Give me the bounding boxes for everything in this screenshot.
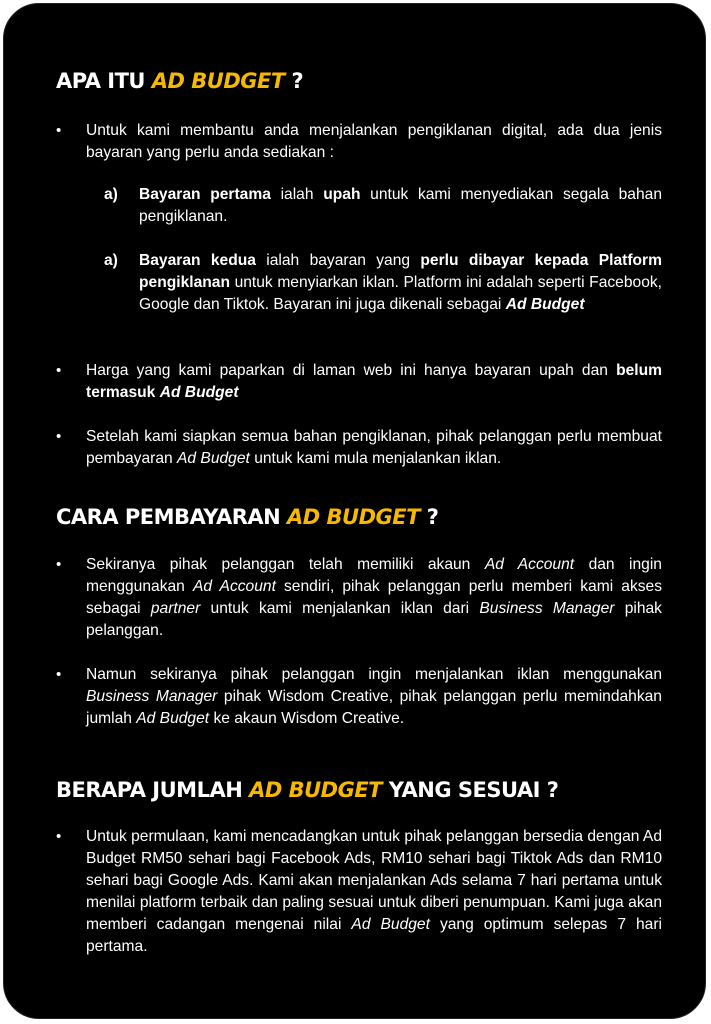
bullet-marker: • (56, 556, 62, 573)
section-title-apa-itu: APA ITU AD BUDGET ? (56, 69, 304, 93)
sub-item-first-payment: Bayaran pertama ialah upah untuk kami menyediakan segala bahan pengiklanan. (139, 186, 662, 225)
bullet-payment-types: Untuk kami membantu anda menjalankan pengiklanan digital, ada dua jenis bayaran yang perlu anda sediakan : (86, 122, 662, 161)
bullet-marker: • (56, 428, 62, 445)
section-title-cara-pembayaran: CARA PEMBAYARAN AD BUDGET ? (56, 505, 439, 529)
bullet-recommended-budget: Untuk permulaan, kami mencadangkan untuk pihak pelanggan bersedia dengan Ad Budget RM50 sehari bagi Facebook Ads, RM10 sehari bagi Tiktok Ads dan RM10 sehari bagi Google Ads. Kami akan menjalankan Ads selama 7 hari pertama untuk menilai platform terbaik dan paling sesuai untuk diberi penumpuan. Kami juga akan memberi cadangan mengenai nilai Ad Budget yang optimum selepas 7 hari pertama. (86, 828, 662, 955)
bullet-wisdom-business-manager: Namun sekiranya pihak pelanggan ingin menjalankan iklan menggunakan Business Manager pihak Wisdom Creative, pihak pelanggan perlu memindahkan jumlah Ad Budget ke akaun Wisdom Creative. (86, 666, 662, 727)
info-card (3, 3, 706, 1019)
bullet-marker: • (56, 828, 62, 845)
section-title-berapa-jumlah: BERAPA JUMLAH AD BUDGET YANG SESUAI ? (56, 778, 559, 802)
bullet-after-materials: Setelah kami siapkan semua bahan pengiklanan, pihak pelanggan perlu membuat pembayaran Ad Budget untuk kami mula menjalankan iklan. (86, 428, 662, 467)
bullet-own-ad-account: Sekiranya pihak pelanggan telah memiliki akaun Ad Account dan ingin menggunakan Ad Account sendiri, pihak pelanggan perlu memberi kami akses sebagai partner untuk kami menjalankan iklan dari Business Manager pihak pelanggan. (86, 556, 663, 639)
sub-item-second-payment: Bayaran kedua ialah bayaran yang perlu dibayar kepada Platform pengiklanan untuk menyiarkan iklan. Platform ini adalah seperti Facebook, Google dan Tiktok. Bayaran ini juga dikenali sebagai Ad Budget (139, 252, 662, 313)
bullet-marker: • (56, 122, 62, 139)
bullet-marker: • (56, 666, 62, 683)
sub-marker: a) (104, 252, 118, 269)
bullet-price-note: Harga yang kami paparkan di laman web ini hanya bayaran upah dan belum termasuk Ad Budget (86, 362, 662, 401)
bullet-marker: • (56, 362, 62, 379)
sub-marker: a) (104, 186, 118, 203)
